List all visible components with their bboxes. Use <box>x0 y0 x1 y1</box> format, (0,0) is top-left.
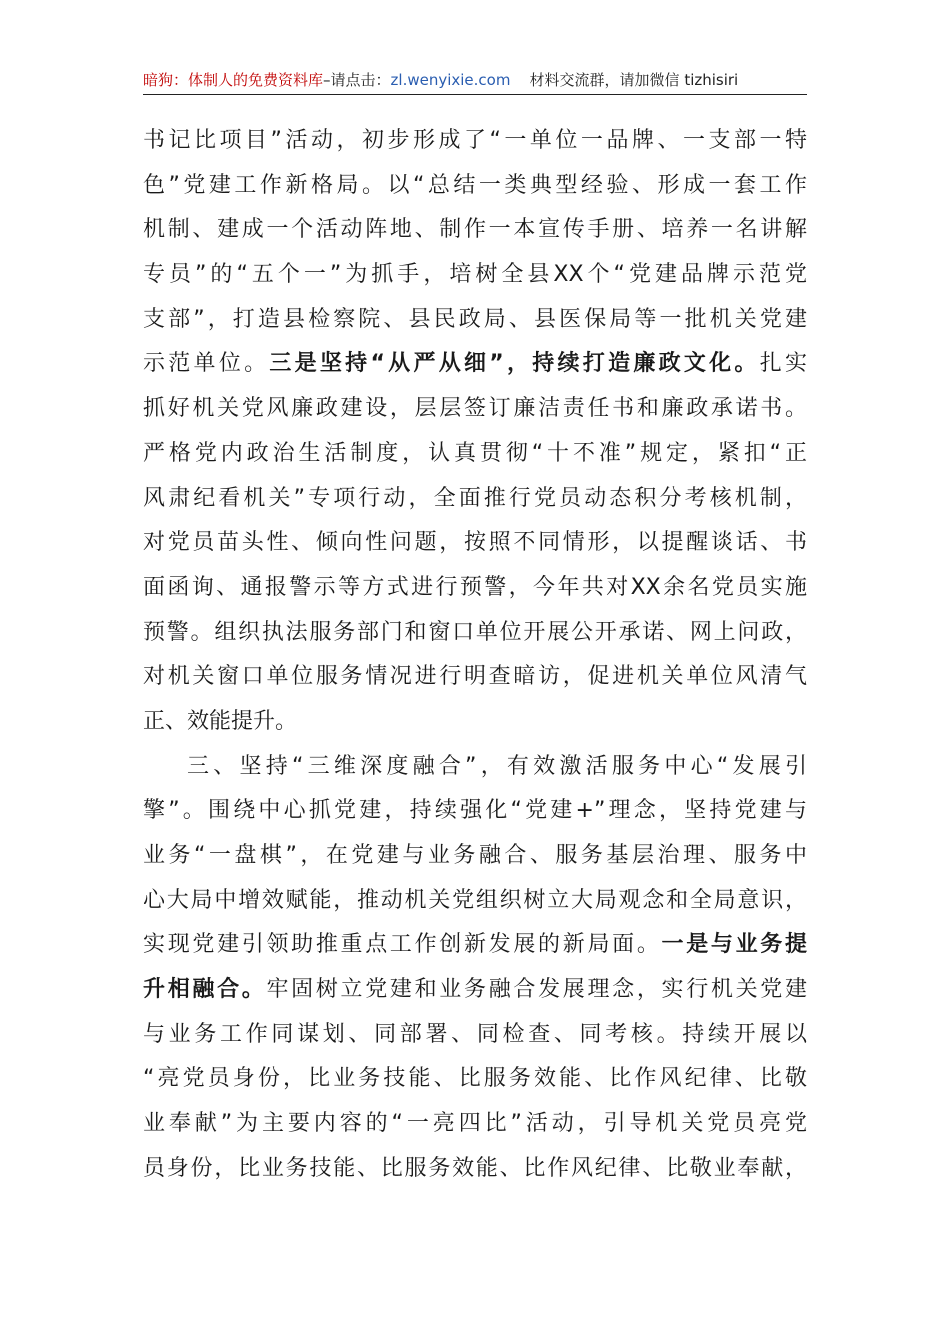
text-segment: 风肃纪看机关”专项行动，全面推行党员动态积分考核机制， <box>143 485 807 511</box>
text-segment: 三、坚持“三维深度融合”，有效激活服务中心“发展引 <box>187 753 807 779</box>
text-segment: 严格党内政治生活制度，认真贯彻“十不准”规定，紧扣“正 <box>143 440 807 466</box>
text-segment: 正、效能提升。 <box>143 708 298 734</box>
text-segment: 专员”的“五个一”为抓手，培树全县XX个“党建品牌示范党 <box>143 262 807 288</box>
text-segment: 牢固树立党建和业务融合发展理念，实行机关党建 <box>266 977 807 1003</box>
text-line <box>143 1013 807 1058</box>
text-line <box>143 477 807 522</box>
text-line <box>143 745 807 790</box>
page-header <box>143 66 807 95</box>
text-segment: 业务“一盘棋”，在党建与业务融合、服务基层治理、服务中 <box>143 843 807 868</box>
text-line <box>143 164 807 209</box>
text-line <box>143 968 807 1013</box>
header-wechat-note: 材料交流群，请加微信 tizhisiri <box>529 71 739 89</box>
text-segment: 对党员苗头性、倾向性问题，按照不同情形，以提醒谈话、书 <box>143 530 807 556</box>
text-segment: 预警。组织执法服务部门和窗口单位开展公开承诺、网上问政， <box>143 619 807 645</box>
text-line <box>143 566 807 611</box>
text-line <box>143 700 807 745</box>
text-line <box>143 119 807 164</box>
text-segment: 扎实 <box>759 351 807 377</box>
text-segment: 机制、建成一个活动阵地、制作一本宣传手册、培养一名讲解 <box>143 217 807 243</box>
document-body <box>143 119 807 1192</box>
text-segment: 面函询、通报警示等方式进行预警，今年共对XX余名党员实施 <box>143 574 807 600</box>
text-line <box>143 1147 807 1192</box>
text-line <box>143 1057 807 1102</box>
text-segment: 员身份，比业务技能、比服务效能、比作风纪律、比敬业奉献， <box>143 1155 807 1181</box>
text-line <box>143 521 807 566</box>
text-line <box>143 342 807 387</box>
text-segment: 对机关窗口单位服务情况进行明查暗访，促进机关单位风清气 <box>143 664 807 690</box>
text-segment: 心大局中增效赋能，推动机关党组织树立大局观念和全局意识， <box>143 887 807 913</box>
text-segment: 擎”。围绕中心抓党建，持续强化“党建+”理念，坚持党建与 <box>143 798 807 824</box>
header-url-link[interactable]: zl.wenyixie.com <box>390 71 511 89</box>
text-segment: “亮党员身份，比业务技能、比服务效能、比作风纪律、比敬 <box>143 1066 807 1092</box>
text-line <box>143 387 807 432</box>
text-line <box>143 208 807 253</box>
text-line <box>143 879 807 924</box>
text-line <box>143 923 807 968</box>
text-line <box>143 253 807 298</box>
bold-text-segment: 三是坚持“从严从细”，持续打造廉政文化。 <box>269 351 760 377</box>
text-segment: 与业务工作同谋划、同部署、同检查、同考核。持续开展以 <box>143 1021 807 1047</box>
header-brand: 暗狗：体制人的免费资料库 <box>143 71 324 89</box>
text-line <box>143 834 807 879</box>
bold-text-segment: 升相融合。 <box>143 977 267 1003</box>
text-line <box>143 1102 807 1147</box>
text-segment: 书记比项目”活动，初步形成了“一单位一品牌、一支部一特 <box>143 128 807 153</box>
text-line <box>143 789 807 834</box>
text-segment: 业奉献”为主要内容的“一亮四比”活动，引导机关党员亮党 <box>143 1111 807 1137</box>
text-line <box>143 611 807 656</box>
text-segment: 色”党建工作新格局。以“总结一类典型经验、形成一套工作 <box>143 172 807 198</box>
text-segment: 示范单位。 <box>143 351 270 377</box>
text-line <box>143 655 807 700</box>
text-segment: 抓好机关党风廉政建设，层层签订廉洁责任书和廉政承诺书。 <box>143 396 807 422</box>
text-segment: 支部”，打造县检察院、县民政局、县医保局等一批机关党建 <box>143 306 807 332</box>
bold-text-segment: 一是与业务提 <box>661 932 807 958</box>
text-line <box>143 298 807 343</box>
text-segment: 实现党建引领助推重点工作创新发展的新局面。 <box>143 932 662 958</box>
text-line <box>143 432 807 477</box>
header-click-prefix: –请点击： <box>323 71 391 89</box>
